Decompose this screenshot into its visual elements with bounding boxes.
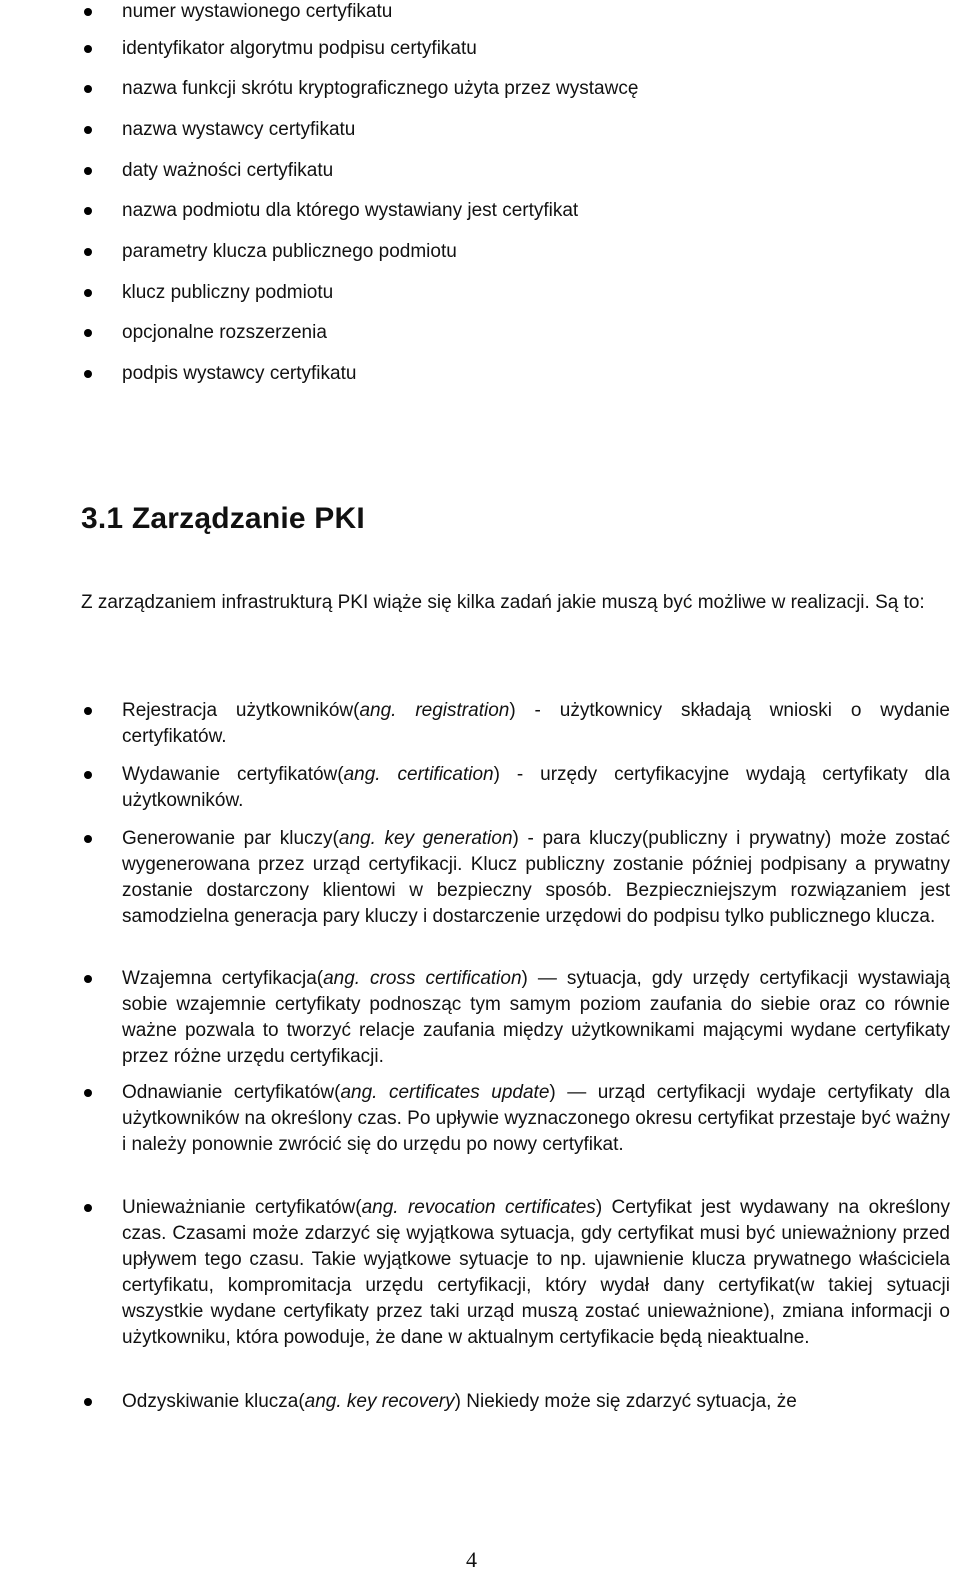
task-description: ) - para kluczy(publiczny i prywatny) może zostać wygenerowana przez urząd certyfikacji. Klucz publiczny zostanie później podpisany a prywatny zostanie dostarczony klientowi w bezpieczny sposób. Bezpieczniejszym rozwiązaniem jest samodzielna generacja pary kluczy i dostarczenie urzędowi do podpisu tylko publicznego klucza. — [122, 828, 950, 927]
task-description: ) — sytuacja, gdy urzędy certyfikacji wystawiają sobie wzajemnie certyfikaty podnosząc tym samym poziom zaufania do siebie oraz co równie ważne pozwala to tworzyć relacje zaufania między użytkownikami mającymi wydane certyfikaty przez różne urzędu certyfikacji. — [122, 968, 950, 1067]
task-name: Unieważnianie certyfikatów( — [122, 1197, 362, 1218]
task-english-term: ang. revocation certificates — [361, 1197, 596, 1218]
task-english-term: ang. registration — [359, 700, 510, 721]
bullet-icon — [84, 370, 92, 378]
task-english-term: ang. key recovery — [304, 1391, 455, 1412]
task-english-term: ang. certificates update — [340, 1082, 550, 1103]
task-name: Generowanie par kluczy( — [122, 828, 339, 849]
task-name: Wzajemna certyfikacja( — [122, 968, 324, 989]
task-name: Odnawianie certyfikatów( — [122, 1082, 341, 1103]
bullet-icon — [84, 835, 92, 843]
bullet-icon — [84, 975, 92, 983]
task-english-term: ang. cross certification — [323, 968, 522, 989]
bullet-icon — [84, 1089, 92, 1097]
task-name: Wydawanie certyfikatów( — [122, 764, 344, 785]
bullet-icon — [84, 329, 92, 337]
bullet-icon — [84, 1204, 92, 1212]
bullet-icon — [84, 45, 92, 53]
bullet-icon — [84, 126, 92, 134]
bullet-icon — [84, 771, 92, 779]
document-page: numer wystawionego certyfikatu identyfikator algorytmu podpisu certyfikatu nazwa funkcji skrótu kryptograficznego użyta przez wystawcę nazwa wystawcy certyfikatu daty ważności certyfikatu nazwa podmiotu dla którego wystawiany jest certyfikat parametry klucza publicznego podmiotu klucz publiczny podmiotu opcjonalne rozszerzenia podpis wystawcy certyfikatu 3.1 Zarządzanie PKI Z zarządzaniem infrastrukturą PKI wiąże się kilka zadań jakie muszą być możliwe w realizacji. Są to: Rejestracja użytkowników(ang. registration) - użytkownicy składają wnioski o wydanie certyfikatów. Wydawanie certyfikatów(ang. certification) - urzędy certyfikacyjne wydają certyfikaty dla użytkowników. Generowanie par kluczy(ang. key generation) - para kluczy(publiczny i prywatny) może zostać wygenerowana przez urząd certyfikacji. Klucz publiczny zostanie później podpisany a prywatny zostanie dostarczony klientowi w bezpieczny sposób. Bezpieczniejszym rozwiązaniem jest samodzielna generacja pary kluczy i dostarczenie urzędowi do podpisu tylko publicznego klucza. Wzajemna certyfikacja(ang. cross certification) — sytuacja, gdy urzędy certyfikacji wystawiają sobie wzajemnie certyfikaty podnosząc tym samym poziom zaufania do siebie oraz co równie ważne pozwala to tworzyć relacje zaufania między użytkownikami mającymi wydane certyfikaty przez różne urzędu certyfikacji. Odnawianie certyfikatów(ang. certificates update) — urząd certyfikacji wydaje certyfikaty dla użytkowników na określony czas. Po upływie wyznaczonego okresu certyfikat przestaje być ważny i należy ponownie zwrócić się do urzędu po nowy certyfikat. Unieważnianie certyfikatów(ang. revocation certificates) Certyfikat jest wydawany na określony czas. Czasami może zdarzyć się wyjątkowa sytuacja, gdy certyfikat musi być unieważniony przed upływem tego czasu. Takie wyjątkowe sytuacje to np. ujawnienie klucza prywatnego właściciela certyfikatu, kompromitacja urzędu certyfikacji, który wydał dany certyfikat(w takiej sytuacji wszystkie wydane certyfikaty przez taki urząd muszą zostać unieważnione), zmiana informacji o użytkowniku, która powoduje, że dane w aktualnym certyfikacie będą nieaktualne. Odzyskiwanie klucza(ang. key recovery) Niekiedy może się zdarzyć sytuacja, że 4 — [81, 1, 950, 1572]
page-number: 4 — [466, 1547, 477, 1572]
task-english-term: ang. certification — [343, 764, 494, 785]
bullet-icon — [84, 8, 92, 16]
task-description: ) Niekiedy może się zdarzyć sytuacja, że — [454, 1391, 797, 1412]
section-heading: 3.1 Zarządzanie PKI — [81, 502, 365, 535]
bullet-icon — [84, 1398, 92, 1406]
task-english-term: ang. key generation — [338, 828, 513, 849]
task-description: ) — urząd certyfikacji wydaje certyfikaty dla użytkowników na określony czas. Po upływie wyznaczonego okresu certyfikat przestaje być ważny i należy ponownie zwrócić się do urzędu po nowy certyfikat. — [122, 1082, 950, 1155]
task-description: ) Certyfikat jest wydawany na określony czas. Czasami może zdarzyć się wyjątkowa sytuacja, gdy certyfikat musi być unieważniony przed upływem tego czasu. Takie wyjątkowe sytuacje to np. ujawnienie klucza prywatnego właściciela certyfikatu, kompromitacja urzędu certyfikacji, który wydał dany certyfikat(w takiej sytuacji wszystkie wydane certyfikaty przez taki urząd muszą zostać unieważnione), zmiana informacji o użytkowniku, która powoduje, że dane w aktualnym certyfikacie będą nieaktualne. — [122, 1197, 950, 1348]
bullet-icon — [84, 289, 92, 297]
bullet-icon — [84, 167, 92, 175]
bullet-icon — [84, 85, 92, 93]
task-name: Rejestracja użytkowników( — [122, 700, 360, 721]
task-name: Odzyskiwanie klucza( — [122, 1391, 305, 1412]
task-description: ) - użytkownicy składają wnioski o wydanie certyfikatów. — [122, 700, 950, 747]
section-intro: Z zarządzaniem infrastrukturą PKI wiąże się kilka zadań jakie muszą być możliwe w realizacji. Są to: — [81, 592, 925, 613]
bullet-icon — [84, 207, 92, 215]
bullet-icon — [84, 248, 92, 256]
task-description: ) - urzędy certyfikacyjne wydają certyfikaty dla użytkowników. — [122, 764, 950, 811]
bullet-icon — [84, 707, 92, 715]
